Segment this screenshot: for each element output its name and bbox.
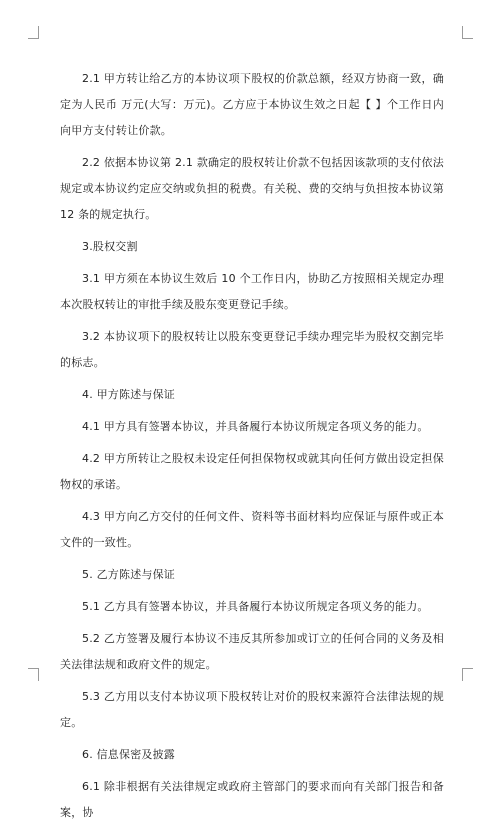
clause-2-1: 2.1 甲方转让给乙方的本协议项下股权的价款总额，经双方协商一致，确定为人民币 万元(大写：万元)。乙方应于本协议生效之日起【 】个工作日内向甲方支付转让价款。 — [60, 72, 444, 137]
clause-3-2: 3.2 本协议项下的股权转让以股东变更登记手续办理完毕为股权交割完毕的标志。 — [60, 330, 444, 369]
document-body — [60, 66, 444, 826]
clause-5-2: 5.2 乙方签署及履行本协议不违反其所参加或订立的任何合同的义务及相关法律法规和政府文件的规定。 — [60, 632, 444, 671]
section-heading-4: 4. 甲方陈述与保证 — [82, 388, 175, 401]
section-heading-3: 3.股权交割 — [82, 240, 138, 253]
clause-5-3: 5.3 乙方用以支付本协议项下股权转让对价的股权来源符合法律法规的规定。 — [60, 690, 444, 729]
crop-mark-top-left — [28, 26, 39, 39]
clause-3-1: 3.1 甲方须在本协议生效后 10 个工作日内，协助乙方按照相关规定办理本次股权转让的审批手续及股东变更登记手续。 — [60, 272, 444, 311]
clause-4-1: 4.1 甲方具有签署本协议，并具备履行本协议所规定各项义务的能力。 — [82, 420, 429, 433]
section-heading-5: 5. 乙方陈述与保证 — [82, 568, 175, 581]
crop-mark-bottom-left — [28, 668, 39, 681]
clause-4-3: 4.3 甲方向乙方交付的任何文件、资料等书面材料均应保证与原件或正本文件的一致性。 — [60, 510, 444, 549]
crop-mark-bottom-right — [462, 668, 473, 681]
crop-mark-top-right — [462, 26, 473, 39]
clause-4-2: 4.2 甲方所转让之股权未设定任何担保物权或就其向任何方做出设定担保物权的承诺。 — [60, 452, 444, 491]
clause-2-2: 2.2 依据本协议第 2.1 款确定的股权转让价款不包括因该款项的支付依法规定或本协议约定应交纳或负担的税费。有关税、费的交纳与负担按本协议第 12 条的规定执行。 — [60, 156, 444, 221]
section-heading-6: 6. 信息保密及披露 — [82, 748, 175, 761]
clause-6-1: 6.1 除非根据有关法律规定或政府主管部门的要求而向有关部门报告和备案，协 — [60, 780, 444, 819]
clause-5-1: 5.1 乙方具有签署本协议，并具备履行本协议所规定各项义务的能力。 — [82, 600, 429, 613]
